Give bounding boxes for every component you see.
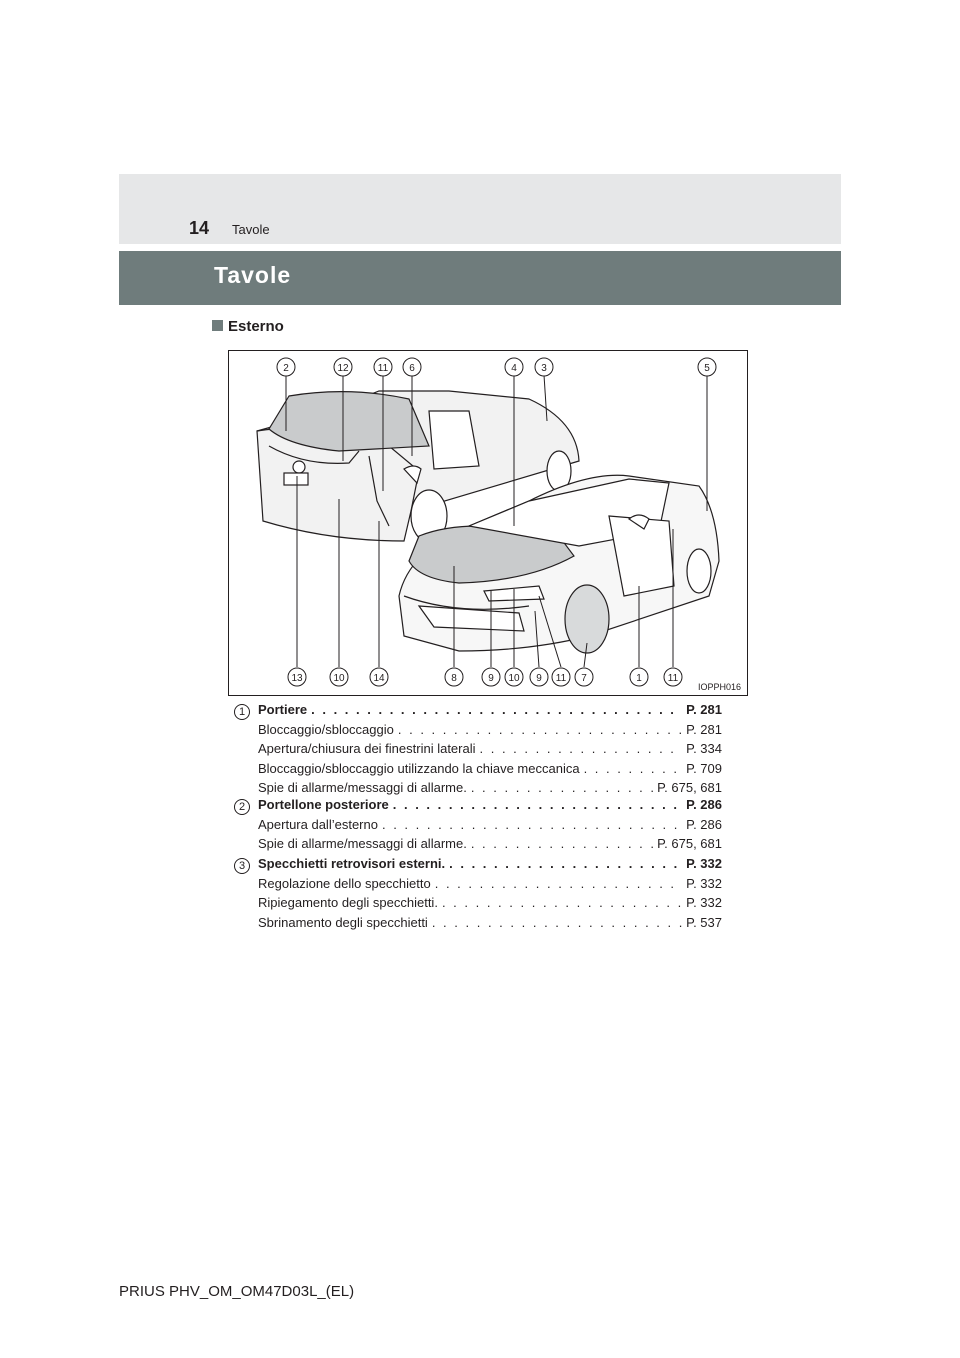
leader-dots <box>584 761 683 776</box>
leader-dots <box>382 817 682 832</box>
page-reference: P. 332 <box>686 895 722 910</box>
entry-heading <box>258 797 722 815</box>
entry-label: Bloccaggio/sbloccaggio utilizzando la chiave meccanica <box>258 760 580 776</box>
callout-top-1: 2 <box>283 363 289 374</box>
leader-dots <box>471 836 653 851</box>
entry-label: Specchietti retrovisori esterni. <box>258 856 446 871</box>
page-reference: P. 675, 681 <box>657 836 722 851</box>
entry-subitem <box>258 722 722 740</box>
header-band <box>119 174 841 244</box>
callout-bottom-9: 7 <box>581 673 587 684</box>
callout-top-7: 5 <box>704 363 710 374</box>
leader-dots <box>449 856 682 871</box>
callout-top-5: 4 <box>511 363 517 374</box>
entry-label: Portellone posteriore <box>258 797 389 812</box>
page-reference: P. 675, 681 <box>657 780 722 795</box>
leader-dots <box>435 876 682 891</box>
entry-label: Regolazione dello specchietto <box>258 875 431 891</box>
entry-heading <box>258 856 722 874</box>
page-reference: P. 709 <box>686 760 722 776</box>
page-reference: P. 332 <box>686 856 722 871</box>
entry-label: Portiere <box>258 702 308 717</box>
callout-bottom-3: 14 <box>373 673 385 684</box>
page-reference: P. 286 <box>686 797 722 812</box>
callout-bottom-11: 11 <box>667 673 679 684</box>
leader-dots <box>398 722 682 737</box>
page-reference: P. 537 <box>686 914 722 930</box>
leader-dots <box>432 915 682 930</box>
entry-subitem <box>258 895 722 913</box>
entry-subitem <box>258 836 722 854</box>
leader-dots <box>393 797 682 812</box>
entry-subitem <box>258 761 722 779</box>
page-reference: P. 334 <box>686 741 722 756</box>
entry-label: Apertura dall’esterno <box>258 816 378 832</box>
callout-bottom-1: 13 <box>291 673 303 684</box>
callout-bottom-6: 10 <box>508 673 520 684</box>
page-number: 14 <box>189 218 210 238</box>
callout-bottom-2: 10 <box>333 673 345 684</box>
page-reference: P. 332 <box>686 875 722 891</box>
entry-label: Bloccaggio/sbloccaggio <box>258 721 394 737</box>
page-title: Tavole <box>214 262 292 288</box>
entry-number-badge: 2 <box>234 799 250 815</box>
callout-bottom-5: 9 <box>488 673 494 684</box>
entry-number-badge: 1 <box>234 704 250 720</box>
entry-subitem <box>258 915 722 933</box>
figure-code: IOPPH016 <box>697 682 741 692</box>
page-reference: P. 281 <box>686 721 722 737</box>
exterior-figure <box>228 350 748 696</box>
entry-label: Apertura/chiusura dei finestrini laterali <box>258 741 476 756</box>
entry-subitem <box>258 817 722 835</box>
callout-bottom-10: 1 <box>636 673 642 684</box>
callout-bottom-8: 11 <box>555 673 567 684</box>
entry-heading <box>258 702 722 720</box>
car-illustration <box>229 351 747 695</box>
running-title: Tavole <box>232 222 270 237</box>
callout-top-2: 12 <box>337 363 349 374</box>
entry-subitem <box>258 876 722 894</box>
entry-label: Spie di allarme/messaggi di allarme. <box>258 780 467 795</box>
entry-subitem <box>258 741 722 759</box>
leader-dots <box>471 780 653 795</box>
page-reference: P. 286 <box>686 816 722 832</box>
entry-label: Ripiegamento degli specchietti. <box>258 895 438 910</box>
entry-subitem <box>258 780 722 798</box>
leader-dots <box>480 741 683 756</box>
callout-bottom-7: 9 <box>536 673 542 684</box>
entry-number-badge: 3 <box>234 858 250 874</box>
leader-dots <box>442 895 682 910</box>
callout-top-4: 6 <box>409 363 415 374</box>
callout-top-6: 3 <box>541 363 547 374</box>
entry-label: Sbrinamento degli specchietti <box>258 914 428 930</box>
entry-label: Spie di allarme/messaggi di allarme. <box>258 836 467 851</box>
section-marker-icon <box>212 320 223 331</box>
section-title: Esterno <box>228 318 284 335</box>
callout-bottom-4: 8 <box>451 673 457 684</box>
page-reference: P. 281 <box>686 702 722 717</box>
callout-top-3: 11 <box>377 363 389 374</box>
footer-doc-id: PRIUS PHV_OM_OM47D03L_(EL) <box>119 1283 355 1300</box>
leader-dots <box>311 702 682 717</box>
